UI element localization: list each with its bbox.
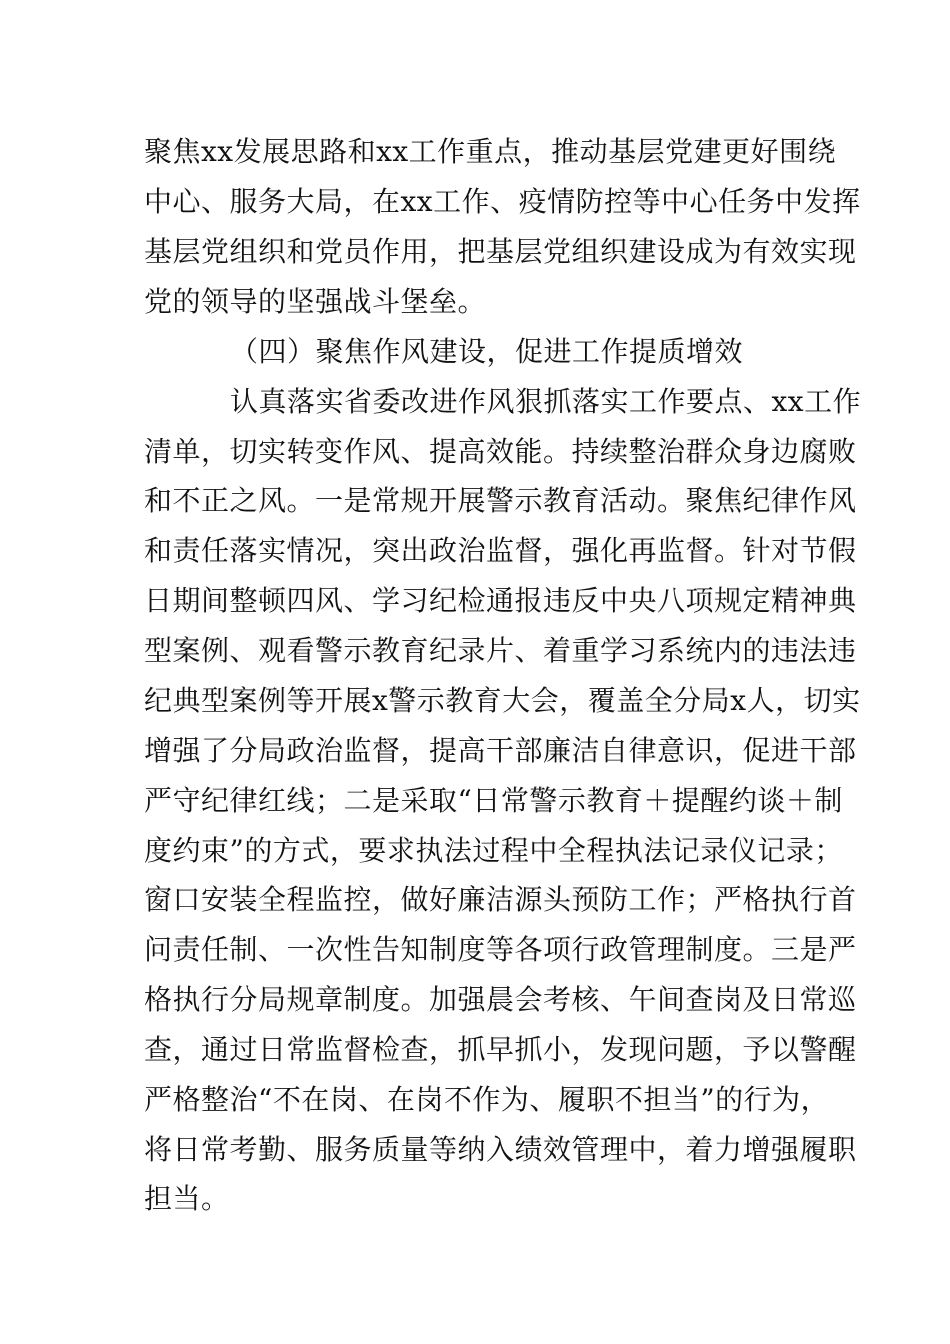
paragraph-line: 认真落实省委改进作风狠抓落实工作要点、xx工作 (230, 385, 862, 418)
paragraph-line: 日期间整顿四风、学习纪检通报违反中央八项规定精神典 (144, 584, 857, 617)
paragraph-line: 窗口安装全程监控，做好廉洁源头预防工作；严格执行首 (144, 883, 857, 916)
paragraph-line: 查，通过日常监督检查，抓早抓小，发现问题，予以警醒 (144, 1033, 857, 1066)
paragraph-line: 严守纪律红线；二是采取“日常警示教育＋提醒约谈＋制 (144, 784, 843, 817)
paragraph-line: 聚焦xx发展思路和xx工作重点，推动基层党建更好围绕 (144, 135, 837, 168)
paragraph-line: 纪典型案例等开展x警示教育大会，覆盖全分局x人，切实 (144, 684, 861, 717)
section-heading: （四）聚焦作风建设，促进工作提质增效 (230, 335, 744, 368)
paragraph-line: 和不正之风。一是常规开展警示教育活动。聚焦纪律作风 (144, 484, 857, 517)
paragraph-line: 将日常考勤、服务质量等纳入绩效管理中，着力增强履职 (144, 1133, 857, 1166)
paragraph-line: 问责任制、一次性告知制度等各项行政管理制度。三是严 (144, 933, 857, 966)
paragraph-line: 型案例、观看警示教育纪录片、着重学习系统内的违法违 (144, 634, 857, 667)
paragraph-line: 党的领导的坚强战斗堡垒。 (144, 285, 487, 318)
paragraph-line: 清单，切实转变作风、提高效能。持续整治群众身边腐败 (144, 435, 857, 468)
paragraph-line: 严格整治“不在岗、在岗不作为、履职不担当”的行为， (144, 1083, 830, 1116)
paragraph-line: 度约束”的方式，要求执法过程中全程执法记录仪记录； (144, 834, 843, 867)
paragraph-line: 中心、服务大局，在xx工作、疫情防控等中心任务中发挥 (144, 185, 861, 218)
paragraph-line: 担当。 (144, 1182, 230, 1215)
paragraph-line: 格执行分局规章制度。加强晨会考核、午间查岗及日常巡 (144, 983, 857, 1016)
paragraph-line: 增强了分局政治监督，提高干部廉洁自律意识，促进干部 (144, 734, 857, 767)
paragraph-line: 和责任落实情况，突出政治监督，强化再监督。针对节假 (144, 534, 857, 567)
paragraph-line: 基层党组织和党员作用，把基层党组织建设成为有效实现 (144, 235, 857, 268)
